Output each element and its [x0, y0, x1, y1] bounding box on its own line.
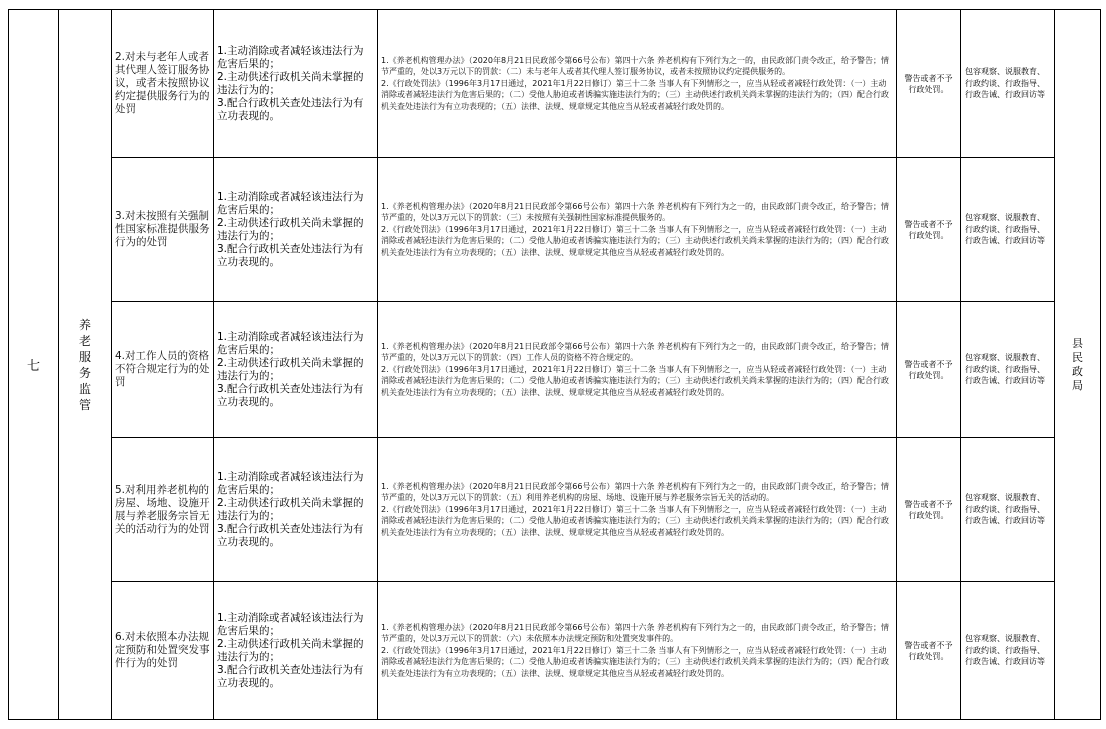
condition-text: 1.主动消除或者减轻该违法行为危害后果的； [217, 611, 364, 637]
legal-basis-text: 2.《行政处罚法》（1996年3月17日通过，2021年1月22日修订）第三十二条 当事人有下列情形之一，应当从轻或者减轻行政处罚：（一）主动消除或者减轻违法行为危害后果的；（二）受他人胁迫或者诱骗实施违法行为的；（三）主动供述行政机关尚未掌握的违法行为的；（四）配合行政机关查处违法行为有立功表现的；（五）法律、法规、规章规定其他应当从轻或者减轻行政处罚的。 [381, 504, 889, 537]
table-row [9, 582, 1101, 720]
conditions-cell [214, 438, 378, 582]
penalty-action-cell: 警告或者不予行政处罚。 [897, 158, 961, 302]
penalty-action-cell: 警告或者不予行政处罚。 [897, 10, 961, 158]
category-cell [59, 10, 112, 720]
penalty-action-cell: 警告或者不予行政处罚。 [897, 438, 961, 582]
legal-basis-cell [378, 10, 897, 158]
condition-text: 3.配合行政机关查处违法行为有立功表现的。 [217, 663, 364, 689]
condition-text: 1.主动消除或者减轻该违法行为危害后果的； [217, 470, 364, 496]
legal-basis-text: 1.《养老机构管理办法》（2020年8月21日民政部令第66号公布）第四十六条 养老机构有下列行为之一的，由民政部门责令改正，给予警告；情节严重的，处以3万元以下的罚款：（五）利用养老机构的房屋、场地、设施开展与养老服务宗旨无关的活动的。 [381, 481, 889, 503]
table-row [9, 302, 1101, 438]
legal-basis-text: 1.《养老机构管理办法》（2020年8月21日民政部令第66号公布）第四十六条 养老机构有下列行为之一的，由民政部门责令改正，给予警告；情节严重的，处以3万元以下的罚款：（三）未按照有关强制性国家标准提供服务的。 [381, 201, 889, 223]
item-cell: 6.对未依照本办法规定预防和处置突发事件行为的处罚 [112, 582, 214, 720]
penalty-table [8, 9, 1101, 720]
table-row [9, 10, 1101, 158]
conditions-cell [214, 582, 378, 720]
item-cell: 3.对未按照有关强制性国家标准提供服务行为的处罚 [112, 158, 214, 302]
penalty-action-cell: 警告或者不予行政处罚。 [897, 302, 961, 438]
department-label: 县民政局 [1072, 336, 1083, 392]
sequence-number: 七 [26, 359, 40, 374]
legal-basis-text: 1.《养老机构管理办法》（2020年8月21日民政部令第66号公布）第四十六条 养老机构有下列行为之一的，由民政部门责令改正，给予警告；情节严重的，处以3万元以下的罚款：（四）工作人员的资格不符合规定的。 [381, 341, 889, 363]
measures-cell: 包容观察、说服教育、行政约谈、行政指导、行政告诫、行政回访等 [961, 10, 1055, 158]
legal-basis-text: 2.《行政处罚法》（1996年3月17日通过，2021年1月22日修订）第三十二条 当事人有下列情形之一，应当从轻或者减轻行政处罚：（一）主动消除或者减轻违法行为危害后果的；（二）受他人胁迫或者诱骗实施违法行为的；（三）主动供述行政机关尚未掌握的违法行为的；（四）配合行政机关查处违法行为有立功表现的；（五）法律、法规、规章规定其他应当从轻或者减轻行政处罚的。 [381, 78, 889, 111]
condition-text: 3.配合行政机关查处违法行为有立功表现的。 [217, 522, 364, 548]
item-cell: 4.对工作人员的资格不符合规定行为的处罚 [112, 302, 214, 438]
condition-text: 1.主动消除或者减轻该违法行为危害后果的； [217, 190, 364, 216]
condition-text: 3.配合行政机关查处违法行为有立功表现的。 [217, 96, 364, 122]
legal-basis-text: 1.《养老机构管理办法》（2020年8月21日民政部令第66号公布）第四十六条 养老机构有下列行为之一的，由民政部门责令改正，给予警告；情节严重的，处以3万元以下的罚款：（六）未依照本办法规定预防和处置突发事件的。 [381, 622, 889, 644]
condition-text: 2.主动供述行政机关尚未掌握的违法行为的； [217, 216, 364, 242]
condition-text: 2.主动供述行政机关尚未掌握的违法行为的； [217, 356, 364, 382]
legal-basis-text: 2.《行政处罚法》（1996年3月17日通过，2021年1月22日修订）第三十二条 当事人有下列情形之一，应当从轻或者减轻行政处罚：（一）主动消除或者减轻违法行为危害后果的；（二）受他人胁迫或者诱骗实施违法行为的；（三）主动供述行政机关尚未掌握的违法行为的；（四）配合行政机关查处违法行为有立功表现的；（五）法律、法规、规章规定其他应当从轻或者减轻行政处罚的。 [381, 224, 889, 257]
condition-text: 3.配合行政机关查处违法行为有立功表现的。 [217, 242, 364, 268]
conditions-cell [214, 158, 378, 302]
legal-basis-text: 2.《行政处罚法》（1996年3月17日通过，2021年1月22日修订）第三十二条 当事人有下列情形之一，应当从轻或者减轻行政处罚：（一）主动消除或者减轻违法行为危害后果的；（二）受他人胁迫或者诱骗实施违法行为的；（三）主动供述行政机关尚未掌握的违法行为的；（四）配合行政机关查处违法行为有立功表现的；（五）法律、法规、规章规定其他应当从轻或者减轻行政处罚的。 [381, 645, 889, 678]
category-label: 养老服务监管 [78, 317, 91, 412]
condition-text: 2.主动供述行政机关尚未掌握的违法行为的； [217, 496, 364, 522]
measures-cell: 包容观察、说服教育、行政约谈、行政指导、行政告诫、行政回访等 [961, 302, 1055, 438]
department-cell [1055, 10, 1101, 720]
conditions-cell [214, 302, 378, 438]
table-row [9, 438, 1101, 582]
item-cell: 2.对未与老年人或者其代理人签订服务协议，或者未按照协议约定提供服务行为的处罚 [112, 10, 214, 158]
item-cell: 5.对利用养老机构的房屋、场地、设施开展与养老服务宗旨无关的活动行为的处罚 [112, 438, 214, 582]
legal-basis-cell [378, 438, 897, 582]
legal-basis-text: 2.《行政处罚法》（1996年3月17日通过，2021年1月22日修订）第三十二条 当事人有下列情形之一，应当从轻或者减轻行政处罚：（一）主动消除或者减轻违法行为危害后果的；（二）受他人胁迫或者诱骗实施违法行为的；（三）主动供述行政机关尚未掌握的违法行为的；（四）配合行政机关查处违法行为有立功表现的；（五）法律、法规、规章规定其他应当从轻或者减轻行政处罚的。 [381, 364, 889, 397]
condition-text: 1.主动消除或者减轻该违法行为危害后果的； [217, 44, 364, 70]
legal-basis-cell [378, 158, 897, 302]
table-row [9, 158, 1101, 302]
condition-text: 3.配合行政机关查处违法行为有立功表现的。 [217, 382, 364, 408]
condition-text: 2.主动供述行政机关尚未掌握的违法行为的； [217, 70, 364, 96]
condition-text: 2.主动供述行政机关尚未掌握的违法行为的； [217, 637, 364, 663]
legal-basis-cell [378, 302, 897, 438]
penalty-action-cell: 警告或者不予行政处罚。 [897, 582, 961, 720]
conditions-cell [214, 10, 378, 158]
sequence-number-cell [9, 10, 59, 720]
condition-text: 1.主动消除或者减轻该违法行为危害后果的； [217, 330, 364, 356]
measures-cell: 包容观察、说服教育、行政约谈、行政指导、行政告诫、行政回访等 [961, 438, 1055, 582]
legal-basis-text: 1.《养老机构管理办法》（2020年8月21日民政部令第66号公布）第四十六条 养老机构有下列行为之一的，由民政部门责令改正，给予警告；情节严重的，处以3万元以下的罚款：（二）未与老年人或者其代理人签订服务协议，或者未按照协议约定提供服务的。 [381, 55, 889, 77]
measures-cell: 包容观察、说服教育、行政约谈、行政指导、行政告诫、行政回访等 [961, 158, 1055, 302]
legal-basis-cell [378, 582, 897, 720]
measures-cell: 包容观察、说服教育、行政约谈、行政指导、行政告诫、行政回访等 [961, 582, 1055, 720]
